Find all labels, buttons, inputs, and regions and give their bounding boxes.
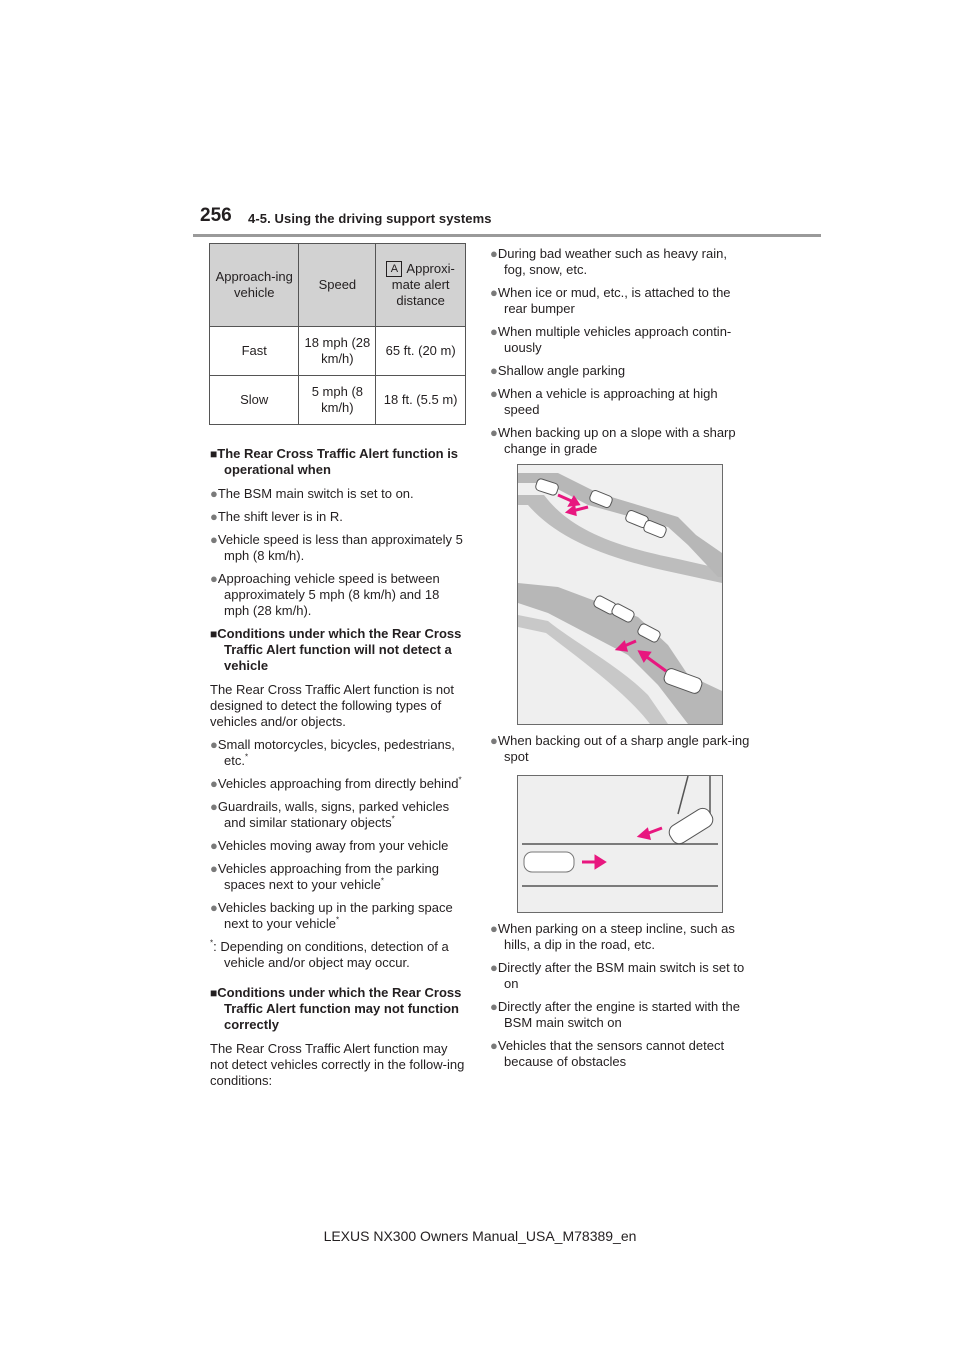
bullet-icon: ● xyxy=(490,425,498,440)
list-item: ●Approaching vehicle speed is between approximately 5 mph (8 km/h) and 18 mph (28 km/h). xyxy=(210,571,440,618)
bullet-icon: ● xyxy=(210,900,218,915)
slope-figure-svg xyxy=(518,465,722,724)
bullet-icon: ● xyxy=(210,799,218,814)
list-item: ●Vehicles backing up in the parking space next to your vehicle* xyxy=(210,900,453,931)
list-item: ●When parking on a steep incline, such as hills, a dip in the road, etc. xyxy=(490,921,735,952)
table-row xyxy=(210,327,466,376)
footnote-marker: * xyxy=(380,876,384,886)
left-column xyxy=(210,446,468,1096)
list-item: ●Vehicles that the sensors cannot detect because of obstacles xyxy=(490,1038,725,1069)
list-item: ●When multiple vehicles approach contin-uously xyxy=(490,324,732,355)
slope-illustration xyxy=(517,464,723,725)
table-cell: Slow xyxy=(210,376,299,425)
bullet-icon: ● xyxy=(490,324,498,339)
list-item: ●When ice or mud, etc., is attached to the rear bumper xyxy=(490,285,731,316)
list-item: ●Shallow angle parking xyxy=(490,363,626,378)
list-item: ●When backing out of a sharp angle park-ing spot xyxy=(490,733,750,764)
alert-distance-table xyxy=(209,243,466,425)
section-heading: ■The Rear Cross Traffic Alert function is operational when xyxy=(210,446,459,477)
section-heading: ■Conditions under which the Rear Cross Traffic Alert function will not detect a vehicle xyxy=(210,626,462,673)
footnote-marker: * xyxy=(458,775,462,785)
bullet-icon: ● xyxy=(210,861,218,876)
bullet-icon: ● xyxy=(210,509,218,524)
table-cell: 18 mph (28 km/h) xyxy=(299,327,376,376)
bullet-icon: ● xyxy=(210,776,218,791)
bullet-icon: ● xyxy=(490,960,498,975)
list-item: ●Vehicles approaching from directly behind* xyxy=(210,775,462,791)
marker-a-label: A xyxy=(386,261,402,277)
bullet-icon: ● xyxy=(490,386,498,401)
table-row xyxy=(210,376,466,425)
square-bullet-icon: ■ xyxy=(210,627,218,641)
page-number: 256 xyxy=(200,205,232,226)
paragraph: The Rear Cross Traffic Alert function may not detect vehicles correctly in the follow-ing conditions: xyxy=(210,1041,465,1088)
section-heading: ■Conditions under which the Rear Cross Traffic Alert function may not function correctly xyxy=(210,985,462,1032)
bullet-icon: ● xyxy=(210,838,218,853)
table-header-speed: Speed xyxy=(299,244,376,327)
list-item: ●Guardrails, walls, signs, parked vehicles and similar stationary objects* xyxy=(210,799,450,830)
bullet-icon: ● xyxy=(490,921,498,936)
page-footer: LEXUS NX300 Owners Manual_USA_M78389_en xyxy=(323,1228,637,1244)
list-item: ●During bad weather such as heavy rain, fog, snow, etc. xyxy=(490,246,727,277)
square-bullet-icon: ■ xyxy=(210,447,218,461)
list-item: ●When a vehicle is approaching at high speed xyxy=(490,386,718,417)
square-bullet-icon: ■ xyxy=(210,986,218,1000)
list-item: ●Directly after the engine is started with the BSM main switch on xyxy=(490,999,740,1030)
table-header-vehicle: Approach-ing vehicle xyxy=(210,244,299,327)
bullet-icon: ● xyxy=(210,532,218,547)
table-cell: 18 ft. (5.5 m) xyxy=(376,376,466,425)
bullet-icon: ● xyxy=(490,246,498,261)
paragraph: The Rear Cross Traffic Alert function is not designed to detect the following types of vehicles and/or objects. xyxy=(210,682,454,729)
list-item: ●Small motorcycles, bicycles, pedestrians, etc.* xyxy=(210,737,455,768)
footnote: *: Depending on conditions, detection of a vehicle and/or object may occur. xyxy=(210,938,449,970)
bullet-icon: ● xyxy=(490,733,498,748)
bullet-icon: ● xyxy=(490,1038,498,1053)
footnote-marker: * xyxy=(336,915,340,925)
table-header-distance xyxy=(376,244,466,327)
bullet-icon: ● xyxy=(210,571,218,586)
list-item: ●The shift lever is in R. xyxy=(210,509,343,524)
approaching-car-icon xyxy=(524,852,574,872)
footnote-marker: * xyxy=(391,814,395,824)
list-item: ●Vehicles approaching from the parking spaces next to your vehicle* xyxy=(210,861,439,892)
bullet-icon: ● xyxy=(490,285,498,300)
right-column xyxy=(490,246,752,1077)
list-item: ●Vehicles moving away from your vehicle xyxy=(210,838,449,853)
angle-parking-illustration xyxy=(517,775,723,913)
table-cell: 5 mph (8 km/h) xyxy=(299,376,376,425)
table-cell: Fast xyxy=(210,327,299,376)
list-item: ●Vehicle speed is less than approximately 5 mph (8 km/h). xyxy=(210,532,463,563)
list-item: ●The BSM main switch is set to on. xyxy=(210,486,414,501)
bullet-icon: ● xyxy=(210,486,218,501)
bullet-icon: ● xyxy=(490,363,498,378)
bullet-icon: ● xyxy=(210,737,218,752)
table-header-distance-text: Approxi-mate alert distance xyxy=(391,260,455,309)
table-cell: 65 ft. (20 m) xyxy=(376,327,466,376)
section-title: 4-5. Using the driving support systems xyxy=(248,211,492,226)
header-rule xyxy=(193,234,821,237)
bullet-icon: ● xyxy=(490,999,498,1014)
list-item: ●When backing up on a slope with a sharp change in grade xyxy=(490,425,736,456)
angle-parking-svg xyxy=(518,776,722,912)
list-item: ●Directly after the BSM main switch is set to on xyxy=(490,960,745,991)
footnote-marker: * xyxy=(244,752,249,762)
